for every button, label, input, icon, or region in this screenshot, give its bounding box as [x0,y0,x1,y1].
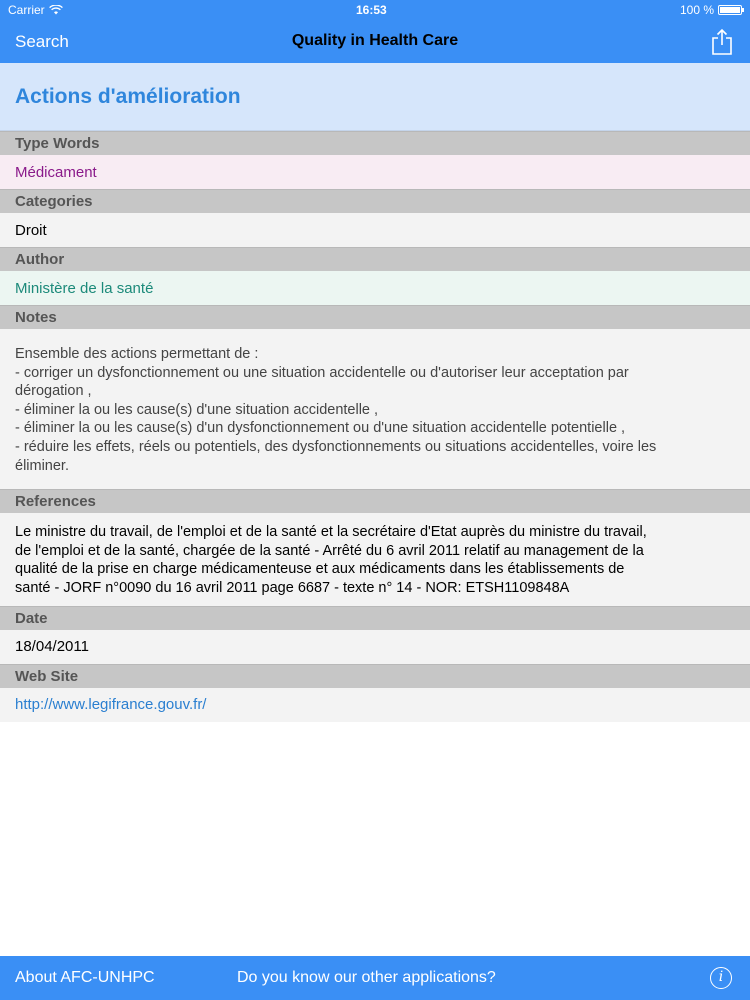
author-value [0,271,750,305]
share-icon[interactable] [710,28,734,56]
notes-line: - éliminer la ou les cause(s) d'un dysfonctionnement ou d'une situation accidentelle potentielle , [15,420,626,437]
references-line: Le ministre du travail, de l'emploi et de la santé et la secrétaire d'Etat auprès du ministre du travail, [15,524,647,541]
type-words-text: Médicament [15,163,97,181]
web-site-header: Web Site [0,664,750,688]
categories-value [0,213,750,247]
author-header: Author [0,247,750,271]
search-back-button[interactable]: Search [15,32,69,51]
notes-line: Ensemble des actions permettant de : [15,346,259,362]
date-text: 18/04/2011 [15,638,89,656]
clock: 16:53 [355,3,387,17]
date-header: Date [0,606,750,630]
bottom-toolbar [0,956,750,1000]
battery-label: 100 % [679,3,714,17]
carrier-label: Carrier [8,3,45,17]
status-left [8,3,63,17]
other-apps-button[interactable]: Do you know our other applications? [237,969,496,986]
type-words-header: Type Words [0,131,750,155]
notes-line: - corriger un dysfonctionnement ou une situation accidentelle ou d'autoriser leur acceptation par [15,364,629,381]
title-band [0,63,750,131]
web-site-value [0,688,750,722]
nav-bar [0,20,750,63]
wifi-icon [49,5,63,15]
notes-line: éliminer. [15,457,69,474]
categories-header: Categories [0,189,750,213]
status-bar [0,0,750,20]
detail-content [0,131,750,722]
web-site-link[interactable]: http://www.legifrance.gouv.fr/ [15,696,207,714]
references-line: qualité de la prise en charge médicamenteuse et aux médicaments dans les établissements de [15,561,625,578]
page-title: Quality in Health Care [291,32,459,49]
references-line: de l'emploi et de la santé, chargée de la santé - Arrêté du 6 avril 2011 relatif au management de la [15,542,644,559]
battery-icon [718,5,742,15]
status-right [680,3,742,17]
type-words-value [0,155,750,189]
notes-line: - éliminer la ou les cause(s) d'une situation accidentelle , [15,401,379,418]
categories-text: Droit [15,221,47,239]
notes-text [0,329,750,489]
about-button[interactable]: About AFC-UNHPC [15,969,155,986]
notes-header: Notes [0,305,750,329]
date-value [0,630,750,664]
notes-line: dérogation , [15,383,92,400]
references-line: santé - JORF n°0090 du 16 avril 2011 page 6687 - texte n° 14 - NOR: ETSH1109848A [15,579,570,596]
info-icon[interactable]: i [710,967,732,989]
references-text [0,513,750,605]
references-header: References [0,489,750,513]
notes-line: - réduire les effets, réels ou potentiels, des dysfonctionnements ou situations accidentelles, voire les [15,438,657,455]
author-text: Ministère de la santé [15,279,154,297]
entry-title: Actions d'amélioration [15,85,241,108]
